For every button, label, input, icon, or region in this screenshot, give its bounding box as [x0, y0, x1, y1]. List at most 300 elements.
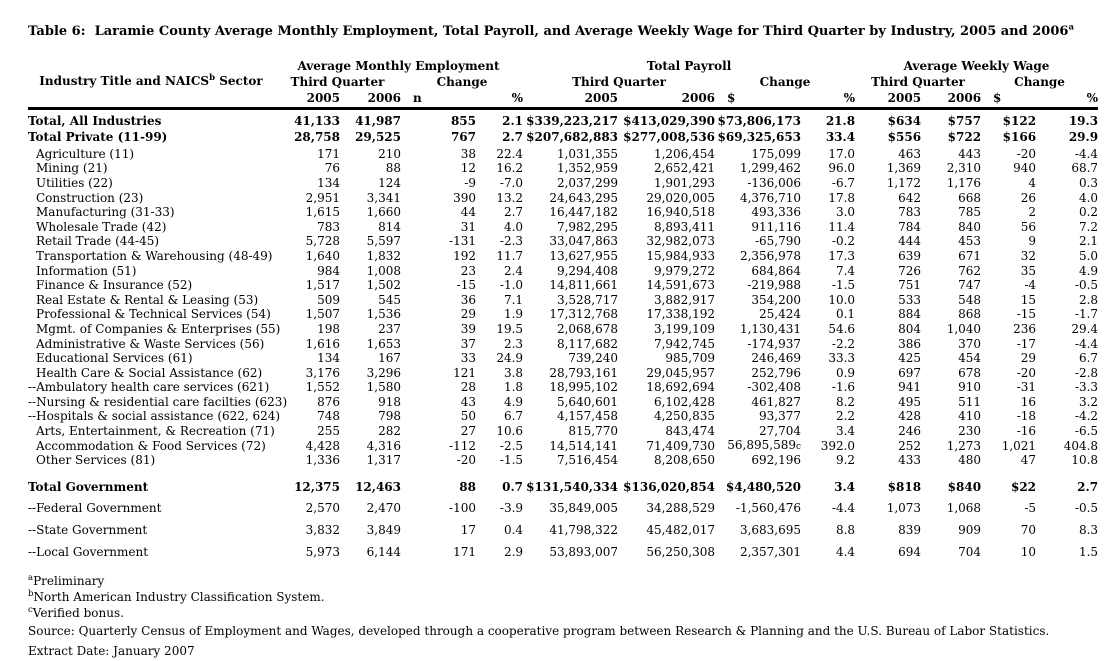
cell-wage-change-usd: 70 [1020, 522, 1037, 537]
cell-wage-2006: $757 [947, 113, 982, 128]
subheader-employment-change: Change [436, 75, 488, 89]
cell-wage-2005: 252 [898, 438, 922, 453]
cell-wage-change-pct: -0.5 [1074, 278, 1099, 293]
cell-emp-2005: 1,517 [305, 278, 340, 293]
cell-wage-change-pct: 68.7 [1071, 161, 1099, 176]
cell-emp-2006: 3,849 [366, 522, 401, 537]
table-row [28, 234, 1098, 249]
cell-emp-2005: 1,552 [305, 380, 340, 395]
cell-wage-change-pct: 4.9 [1078, 263, 1099, 278]
cell-emp-2006: 545 [378, 292, 401, 307]
cell-emp-change-pct: 2.7 [502, 130, 524, 144]
industry-label: Arts, Entertainment, & Recreation (71) [36, 424, 275, 439]
cell-wage-2006: 747 [958, 278, 982, 293]
cell-emp-change-pct: 7.1 [503, 292, 524, 307]
cell-payroll-2006: 17,338,192 [646, 307, 716, 322]
industry-label: Total, All Industries [28, 113, 162, 128]
cell-payroll-2005: 35,849,005 [549, 500, 619, 515]
cell-emp-change-n: -20 [456, 453, 476, 468]
cell-wage-2005: 386 [898, 336, 922, 351]
cell-emp-change-pct: 22.4 [496, 146, 524, 161]
cell-payroll-2006: 18,692,694 [646, 380, 716, 395]
cell-wage-2005: 694 [898, 544, 922, 559]
cell-wage-change-usd: $22 [1010, 480, 1037, 495]
cell-payroll-change-pct: -1.5 [831, 278, 856, 293]
cell-payroll-2006: 4,250,835 [653, 409, 716, 424]
cell-emp-2006: 237 [378, 321, 401, 336]
cell-wage-change-usd: 10 [1020, 544, 1037, 559]
table-row [28, 497, 1098, 519]
cell-emp-change-n: 767 [450, 130, 476, 144]
col-header-payroll-change-usd: $ [715, 88, 801, 109]
cell-wage-change-usd: -15 [1016, 307, 1037, 322]
subheader-payroll-third-quarter: Third Quarter [572, 75, 666, 89]
table-row [28, 438, 1098, 453]
cell-emp-2006: 1,580 [366, 380, 401, 395]
cell-emp-2006: 2,470 [366, 500, 401, 515]
cell-emp-2005: 134 [317, 351, 340, 366]
industry-label: Information (51) [36, 263, 137, 278]
cell-emp-2005: 12,375 [294, 480, 340, 495]
cell-wage-2006: $722 [947, 130, 982, 144]
cell-payroll-change-usd: 461,827 [751, 394, 802, 409]
cell-emp-2005: 2,951 [305, 190, 340, 205]
table-row [28, 128, 1098, 147]
cell-payroll-2006: 45,482,017 [646, 522, 716, 537]
industry-label: --Federal Government [28, 500, 162, 515]
cell-payroll-2005: 4,157,458 [556, 409, 619, 424]
cell-emp-2006: 798 [378, 409, 401, 424]
cell-wage-2006: 678 [958, 365, 982, 380]
extract-date-line: Extract Date: January 2007 [28, 643, 195, 658]
subheader-wage-change: Change [1014, 75, 1065, 89]
cell-payroll-2005: 18,995,102 [549, 380, 619, 395]
cell-wage-change-pct: -4.2 [1074, 409, 1099, 424]
cell-payroll-2006: 3,199,109 [653, 321, 716, 336]
cell-emp-change-pct: 6.7 [503, 409, 524, 424]
cell-wage-change-usd: 47 [1020, 453, 1037, 468]
cell-emp-2005: 748 [317, 409, 340, 424]
cell-emp-2005: 984 [317, 263, 340, 278]
cell-wage-change-usd: -20 [1016, 146, 1037, 161]
cell-payroll-2006: 843,474 [665, 424, 716, 439]
cell-wage-change-usd: 16 [1020, 394, 1037, 409]
cell-wage-2005: 941 [898, 380, 922, 395]
table-row [28, 190, 1098, 205]
cell-payroll-change-usd: 3,683,695 [739, 522, 802, 537]
cell-payroll-2005: 14,514,141 [549, 438, 619, 453]
cell-wage-2005: 726 [898, 263, 922, 278]
cell-wage-2006: 868 [958, 307, 982, 322]
industry-label: Total Government [28, 480, 149, 495]
table-row [28, 409, 1098, 424]
table-row [28, 161, 1098, 176]
cell-wage-change-usd: 35 [1020, 263, 1037, 278]
cell-emp-2005: 41,133 [294, 113, 340, 128]
cell-emp-change-pct: 0.7 [502, 480, 524, 495]
cell-emp-change-pct: 2.1 [502, 113, 524, 128]
industry-label: Real Estate & Rental & Leasing (53) [36, 292, 259, 307]
col-header-emp-change-n: n [401, 88, 476, 109]
cell-wage-change-pct: 404.8 [1063, 438, 1099, 453]
cell-wage-change-pct: 2.7 [1077, 480, 1099, 495]
cell-emp-change-pct: 2.3 [503, 336, 524, 351]
cell-wage-change-usd: -18 [1016, 409, 1037, 424]
cell-payroll-change-pct: 3.4 [834, 480, 856, 495]
cell-emp-2005: 4,428 [305, 438, 340, 453]
cell-wage-2006: 762 [958, 263, 982, 278]
cell-emp-2005: 2,570 [305, 500, 340, 515]
cell-wage-2005: 1,073 [886, 500, 922, 515]
cell-emp-2005: 1,336 [305, 453, 340, 468]
col-header-payroll-2006: 2006 [618, 88, 715, 109]
cell-wage-change-usd: $122 [1002, 113, 1037, 128]
source-line: Source: Quarterly Census of Employment and Wages, developed through a cooperative program between Research & Planning and the U.S. Bureau of Labor Statistics. [28, 623, 1050, 638]
col-group-employment: Average Monthly Employment [297, 59, 500, 73]
cell-emp-change-pct: -1.0 [499, 278, 524, 293]
cell-wage-2005: 783 [898, 205, 922, 220]
cell-payroll-change-usd: 911,116 [751, 219, 802, 234]
cell-wage-change-pct: 0.3 [1078, 175, 1099, 190]
cell-payroll-2006: $277,008,536 [623, 130, 716, 144]
cell-wage-2005: 1,172 [886, 175, 922, 190]
cell-wage-change-pct: 1.5 [1078, 544, 1099, 559]
cell-payroll-change-usd: 56,895,589c [727, 438, 802, 453]
cell-payroll-2005: 9,294,408 [556, 263, 619, 278]
cell-emp-change-pct: 1.8 [503, 380, 524, 395]
cell-wage-2005: 751 [898, 278, 922, 293]
cell-emp-2006: 1,660 [366, 205, 401, 220]
cell-wage-change-usd: 26 [1020, 190, 1037, 205]
cell-emp-2006: 3,341 [366, 190, 401, 205]
cell-emp-change-n: 29 [460, 307, 476, 322]
cell-emp-2005: 1,615 [305, 205, 340, 220]
cell-emp-change-n: 31 [460, 219, 476, 234]
cell-wage-2006: 454 [958, 351, 982, 366]
cell-wage-change-pct: 10.8 [1071, 453, 1099, 468]
footnote-marker: c [795, 442, 802, 453]
industry-label: Utilities (22) [36, 175, 113, 190]
cell-emp-change-n: 192 [453, 248, 476, 263]
spacer-row [28, 468, 1098, 478]
cell-payroll-2005: 2,037,299 [556, 175, 619, 190]
industry-label: --Ambulatory health care services (621) [28, 380, 270, 395]
cell-payroll-2006: 3,882,917 [653, 292, 716, 307]
cell-wage-change-usd: -5 [1024, 500, 1037, 515]
cell-payroll-2005: 7,516,454 [556, 453, 619, 468]
cell-payroll-2006: 7,942,745 [653, 336, 716, 351]
industry-label: Mgmt. of Companies & Enterprises (55) [36, 321, 281, 336]
table-row [28, 278, 1098, 293]
cell-emp-2006: 210 [378, 146, 401, 161]
cell-emp-change-pct: -3.9 [499, 500, 524, 515]
subheader-payroll-change: Change [759, 75, 811, 89]
cell-payroll-2005: 16,447,182 [549, 205, 619, 220]
subheader-wage-third-quarter: Third Quarter [871, 75, 965, 89]
cell-emp-change-n: 38 [460, 146, 476, 161]
cell-payroll-2005: 7,982,295 [556, 219, 619, 234]
cell-wage-change-usd: -17 [1016, 336, 1037, 351]
cell-wage-change-usd: -20 [1016, 365, 1037, 380]
cell-wage-2006: 910 [958, 380, 982, 395]
col-group-payroll: Total Payroll [646, 59, 732, 73]
cell-payroll-2005: $207,682,883 [526, 130, 619, 144]
cell-wage-2005: $556 [887, 130, 922, 144]
col-header-industry: Industry Title and NAICS$^b$ Sector [28, 55, 274, 109]
cell-emp-2006: 167 [378, 351, 401, 366]
table-row [28, 147, 1098, 162]
cell-wage-change-pct: 8.3 [1078, 522, 1099, 537]
cell-emp-change-n: 43 [460, 394, 476, 409]
cell-emp-2005: 783 [317, 219, 340, 234]
cell-payroll-change-pct: 2.2 [835, 409, 856, 424]
table-row [28, 336, 1098, 351]
cell-payroll-change-pct: 54.6 [828, 321, 856, 336]
cell-payroll-change-usd: 692,196 [751, 453, 802, 468]
industry-label: Administrative & Waste Services (56) [36, 336, 265, 351]
cell-emp-change-n: 28 [460, 380, 476, 395]
cell-wage-2006: 704 [958, 544, 982, 559]
cell-emp-change-n: -112 [449, 438, 476, 453]
cell-payroll-change-usd: 27,704 [759, 424, 802, 439]
cell-payroll-2006: 8,893,411 [653, 219, 716, 234]
cell-emp-change-pct: 24.9 [496, 351, 524, 366]
cell-emp-change-n: 44 [460, 205, 476, 220]
cell-emp-change-n: 88 [459, 480, 476, 495]
cell-payroll-change-pct: 33.3 [828, 351, 856, 366]
cell-wage-2005: 639 [898, 248, 922, 263]
cell-payroll-change-usd: $69,325,653 [717, 130, 802, 144]
cell-wage-2005: 533 [898, 292, 922, 307]
cell-emp-change-n: 27 [460, 424, 476, 439]
table-row [28, 380, 1098, 395]
cell-emp-2005: 509 [317, 292, 340, 307]
cell-wage-2006: 840 [958, 219, 982, 234]
cell-payroll-change-usd: -302,408 [747, 380, 802, 395]
industry-label: --Hospitals & social assistance (622, 624) [28, 409, 281, 424]
cell-wage-2005: 884 [898, 307, 922, 322]
cell-payroll-change-usd: 354,200 [751, 292, 802, 307]
cell-emp-change-n: 12 [460, 161, 476, 176]
cell-payroll-2006: 32,982,073 [646, 234, 716, 249]
cell-payroll-2006: 1,206,454 [653, 146, 716, 161]
cell-emp-change-pct: -2.5 [499, 438, 524, 453]
cell-wage-change-pct: 7.2 [1078, 219, 1099, 234]
cell-payroll-2005: $339,223,217 [526, 113, 619, 128]
cell-payroll-change-pct: -6.7 [831, 175, 856, 190]
col-header-emp-change-pct: % [476, 88, 523, 109]
cell-payroll-change-usd: 252,796 [751, 365, 802, 380]
cell-wage-change-usd: 9 [1028, 234, 1037, 249]
cell-payroll-change-pct: 392.0 [820, 438, 856, 453]
cell-wage-2005: 433 [898, 453, 922, 468]
table-row [28, 176, 1098, 191]
cell-payroll-change-pct: 17.3 [828, 248, 856, 263]
cell-payroll-2005: 2,068,678 [556, 321, 619, 336]
cell-emp-change-n: -15 [456, 278, 476, 293]
cell-emp-change-n: 121 [453, 365, 476, 380]
cell-payroll-change-pct: 0.1 [835, 307, 856, 322]
table-row [28, 263, 1098, 278]
cell-wage-2005: 1,369 [886, 161, 922, 176]
cell-emp-2005: 171 [317, 146, 340, 161]
table-row [28, 395, 1098, 410]
cell-payroll-2005: 815,770 [568, 424, 619, 439]
cell-payroll-change-usd: 93,377 [759, 409, 802, 424]
cell-payroll-2006: $136,020,854 [623, 480, 716, 495]
cell-emp-change-n: 33 [460, 351, 476, 366]
cell-wage-2006: 410 [958, 409, 982, 424]
employment-payroll-wage-table [28, 55, 1098, 563]
col-header-emp-2005: 2005 [274, 88, 340, 109]
cell-wage-2006: 2,310 [946, 161, 982, 176]
cell-payroll-2006: 1,901,293 [653, 175, 716, 190]
cell-wage-2005: 839 [898, 522, 922, 537]
cell-payroll-change-pct: 3.0 [835, 205, 856, 220]
cell-wage-change-pct: -4.4 [1074, 336, 1099, 351]
cell-wage-change-pct: 2.8 [1078, 292, 1099, 307]
industry-label: Total Private (11-99) [28, 130, 168, 144]
cell-emp-change-pct: 19.5 [496, 321, 524, 336]
cell-wage-2005: $634 [887, 113, 922, 128]
industry-label: Health Care & Social Assistance (62) [36, 365, 263, 380]
cell-wage-change-usd: $166 [1002, 130, 1037, 144]
cell-emp-change-pct: -2.3 [499, 234, 524, 249]
cell-wage-change-pct: 3.2 [1078, 394, 1099, 409]
cell-emp-2006: 1,008 [366, 263, 401, 278]
cell-payroll-2005: 53,893,007 [549, 544, 619, 559]
cell-wage-2006: 443 [958, 146, 982, 161]
cell-emp-2005: 3,832 [305, 522, 340, 537]
cell-emp-2006: 1,832 [366, 248, 401, 263]
cell-wage-change-usd: 4 [1028, 175, 1037, 190]
cell-wage-2006: 370 [958, 336, 982, 351]
footnote-a: $^a$Preliminary [28, 572, 105, 588]
col-header-emp-2006: 2006 [340, 88, 401, 109]
cell-payroll-2006: 8,208,650 [653, 453, 716, 468]
cell-wage-2005: 425 [898, 351, 922, 366]
table-body [28, 109, 1098, 563]
cell-emp-change-n: 50 [460, 409, 476, 424]
cell-payroll-2005: 3,528,717 [556, 292, 619, 307]
footnote-c: $^c$Verified bonus. [28, 604, 124, 620]
cell-wage-change-pct: -0.5 [1074, 500, 1099, 515]
cell-wage-2005: 246 [898, 424, 922, 439]
cell-payroll-2006: 985,709 [665, 351, 716, 366]
cell-emp-2006: 88 [385, 161, 401, 176]
industry-label: --Local Government [28, 544, 149, 559]
cell-payroll-change-pct: 8.2 [835, 394, 856, 409]
table-row [28, 478, 1098, 497]
col-header-wage-2005: 2005 [855, 88, 921, 109]
cell-payroll-2005: 24,643,295 [549, 190, 619, 205]
cell-payroll-change-pct: 11.4 [828, 219, 856, 234]
cell-payroll-change-pct: 33.4 [825, 130, 856, 144]
cell-wage-change-pct: -4.4 [1074, 146, 1099, 161]
cell-emp-change-pct: 16.2 [496, 161, 524, 176]
cell-wage-2005: $818 [887, 480, 922, 495]
industry-label: --State Government [28, 522, 148, 537]
cell-payroll-change-usd: -65,790 [754, 234, 802, 249]
cell-emp-change-n: 17 [460, 522, 476, 537]
cell-wage-change-pct: -3.3 [1074, 380, 1099, 395]
cell-payroll-2005: 28,793,161 [549, 365, 619, 380]
industry-label: Finance & Insurance (52) [36, 278, 193, 293]
cell-emp-2005: 3,176 [305, 365, 340, 380]
cell-wage-change-usd: -16 [1016, 424, 1037, 439]
cell-wage-2006: 785 [958, 205, 982, 220]
cell-wage-2006: 480 [958, 453, 982, 468]
cell-emp-2006: 1,317 [366, 453, 401, 468]
cell-payroll-change-pct: 4.4 [835, 544, 856, 559]
cell-wage-change-usd: -4 [1024, 278, 1037, 293]
cell-payroll-change-usd: 493,336 [751, 205, 802, 220]
cell-emp-2006: 4,316 [366, 438, 401, 453]
industry-label: Agriculture (11) [36, 146, 135, 161]
table-header [28, 55, 1098, 109]
cell-payroll-change-pct: 96.0 [828, 161, 856, 176]
cell-emp-2005: 1,616 [305, 336, 340, 351]
cell-payroll-2006: 56,250,308 [646, 544, 716, 559]
cell-payroll-change-pct: 3.4 [835, 424, 856, 439]
cell-emp-2006: 1,536 [366, 307, 401, 322]
table-title [28, 24, 1119, 39]
industry-label: Mining (21) [36, 161, 108, 176]
cell-payroll-change-usd: -219,988 [747, 278, 802, 293]
table-title-footnote-marker: a [1068, 22, 1074, 33]
col-header-wage-change-usd: $ [981, 88, 1036, 109]
cell-payroll-change-usd: 4,376,710 [739, 190, 802, 205]
cell-wage-change-usd: -31 [1016, 380, 1037, 395]
cell-payroll-2005: 1,031,355 [556, 146, 619, 161]
cell-emp-2006: 29,525 [355, 130, 401, 144]
industry-label: Educational Services (61) [36, 351, 193, 366]
cell-emp-change-n: 37 [460, 336, 476, 351]
cell-emp-change-pct: 11.7 [496, 248, 524, 263]
cell-wage-2006: 1,068 [946, 500, 982, 515]
cell-wage-2005: 697 [898, 365, 922, 380]
cell-emp-change-pct: 13.2 [496, 190, 524, 205]
cell-emp-2006: 124 [378, 175, 401, 190]
cell-payroll-change-pct: 17.0 [828, 146, 856, 161]
col-header-payroll-2005: 2005 [523, 88, 618, 109]
cell-payroll-2006: 34,288,529 [646, 500, 716, 515]
cell-emp-change-n: 855 [450, 113, 476, 128]
cell-emp-2006: 1,653 [366, 336, 401, 351]
cell-wage-change-pct: 4.0 [1078, 190, 1099, 205]
table-title-text: Table 6: Laramie County Average Monthly Employment, Total Payroll, and Average Weekly Wage for Third Quarter by Industry, 2005 and 2006 [28, 24, 1069, 39]
cell-emp-2005: 28,758 [294, 130, 340, 144]
cell-payroll-2006: 16,940,518 [646, 205, 716, 220]
cell-payroll-2006: 2,652,421 [653, 161, 716, 176]
cell-wage-2006: 548 [958, 292, 982, 307]
cell-payroll-change-usd: 2,357,301 [739, 544, 802, 559]
cell-emp-2005: 255 [317, 424, 340, 439]
cell-wage-change-usd: 32 [1020, 248, 1037, 263]
cell-payroll-change-usd: $4,480,520 [725, 480, 802, 495]
table-row [28, 541, 1098, 563]
cell-payroll-change-pct: 9.2 [835, 453, 856, 468]
cell-emp-2006: 282 [378, 424, 401, 439]
cell-payroll-2006: 15,984,933 [646, 248, 716, 263]
cell-emp-change-pct: 0.4 [503, 522, 524, 537]
cell-wage-change-pct: 5.0 [1078, 248, 1099, 263]
table-row [28, 453, 1098, 468]
cell-wage-2005: 495 [898, 394, 922, 409]
cell-payroll-change-pct: 10.0 [828, 292, 856, 307]
cell-wage-change-usd: 1,021 [1001, 438, 1037, 453]
cell-payroll-2005: 1,352,959 [556, 161, 619, 176]
